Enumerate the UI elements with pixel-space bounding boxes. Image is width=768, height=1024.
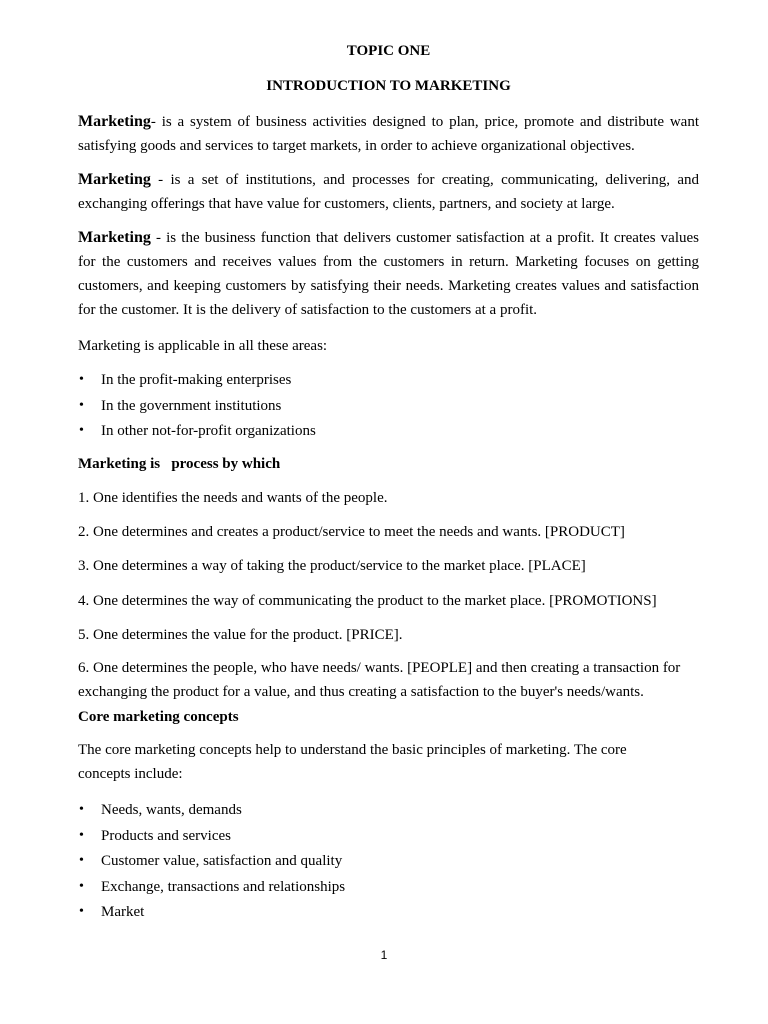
areas-list	[78, 369, 316, 446]
bullet-icon: •	[79, 423, 84, 439]
list-item: • Needs, wants, demands	[78, 799, 345, 825]
definition-2	[78, 168, 699, 216]
process-step-4: 4. One determines the way of communicating the product to the market place. [PROMOTIONS]	[78, 593, 657, 609]
list-item: • Products and services	[78, 825, 345, 851]
core-concepts-list	[78, 799, 345, 927]
list-item: • Customer value, satisfaction and quality	[78, 850, 345, 876]
process-heading: Marketing is process by which	[78, 456, 281, 472]
page-title: INTRODUCTION TO MARKETING	[266, 78, 511, 94]
definition-text: - is a system of business activities designed to plan, price, promote and distribute want satisfying goods and services to target markets, in order to achieve organizational objectives.	[78, 114, 699, 154]
list-item: • In the profit-making enterprises	[78, 369, 316, 395]
process-step-2: 2. One determines and creates a product/service to meet the needs and wants. [PRODUCT]	[78, 524, 625, 540]
bullet-icon: •	[79, 397, 84, 413]
list-item: • Exchange, transactions and relationships	[78, 876, 345, 902]
bullet-icon: •	[79, 904, 84, 920]
bullet-icon: •	[79, 853, 84, 869]
bullet-icon: •	[79, 827, 84, 843]
areas-intro: Marketing is applicable in all these areas:	[78, 338, 328, 354]
definition-3	[78, 226, 699, 322]
definition-text: - is a set of institutions, and processes for creating, communicating, delivering, and exchanging offerings that have value for customers, clients, partners, and society at large.	[78, 172, 699, 212]
bullet-icon: •	[79, 878, 84, 894]
definition-term: Marketing	[78, 229, 151, 246]
topic-heading: TOPIC ONE	[346, 43, 431, 59]
definition-1	[78, 110, 699, 158]
process-step-3: 3. One determines a way of taking the product/service to the market place. [PLACE]	[78, 558, 586, 574]
bullet-icon: •	[79, 372, 84, 387]
definition-term: Marketing	[78, 171, 151, 188]
list-item: • Market	[78, 901, 345, 927]
list-item: • In the government institutions	[78, 395, 316, 421]
core-heading: Core marketing concepts	[78, 709, 239, 725]
process-step-6: 6. One determines the people, who have needs/ wants. [PEOPLE] and then creating a transaction for exchanging the product for a value, and thus creating a satisfaction to the buyer's needs/wants.	[78, 660, 681, 700]
bullet-icon: •	[79, 802, 84, 817]
list-item: • In other not-for-profit organizations	[78, 420, 316, 446]
definition-text: - is the business function that delivers customer satisfaction at a profit. It creates values for the customers and receives values from the customers in return. Marketing focuses on getting customers, and keeping customers by satisfying their needs. Marketing creates values and satisfaction for the customer. It is the delivery of satisfaction to the customers at a profit.	[78, 230, 699, 318]
definition-term: Marketing	[78, 113, 151, 130]
core-intro: The core marketing concepts help to understand the basic principles of marketing. The core concepts include:	[78, 742, 627, 782]
document-page	[78, 0, 699, 1024]
page-number: 1	[380, 948, 388, 962]
process-step-5: 5. One determines the value for the product. [PRICE].	[78, 627, 403, 643]
process-step-1: 1. One identifies the needs and wants of the people.	[78, 490, 388, 506]
